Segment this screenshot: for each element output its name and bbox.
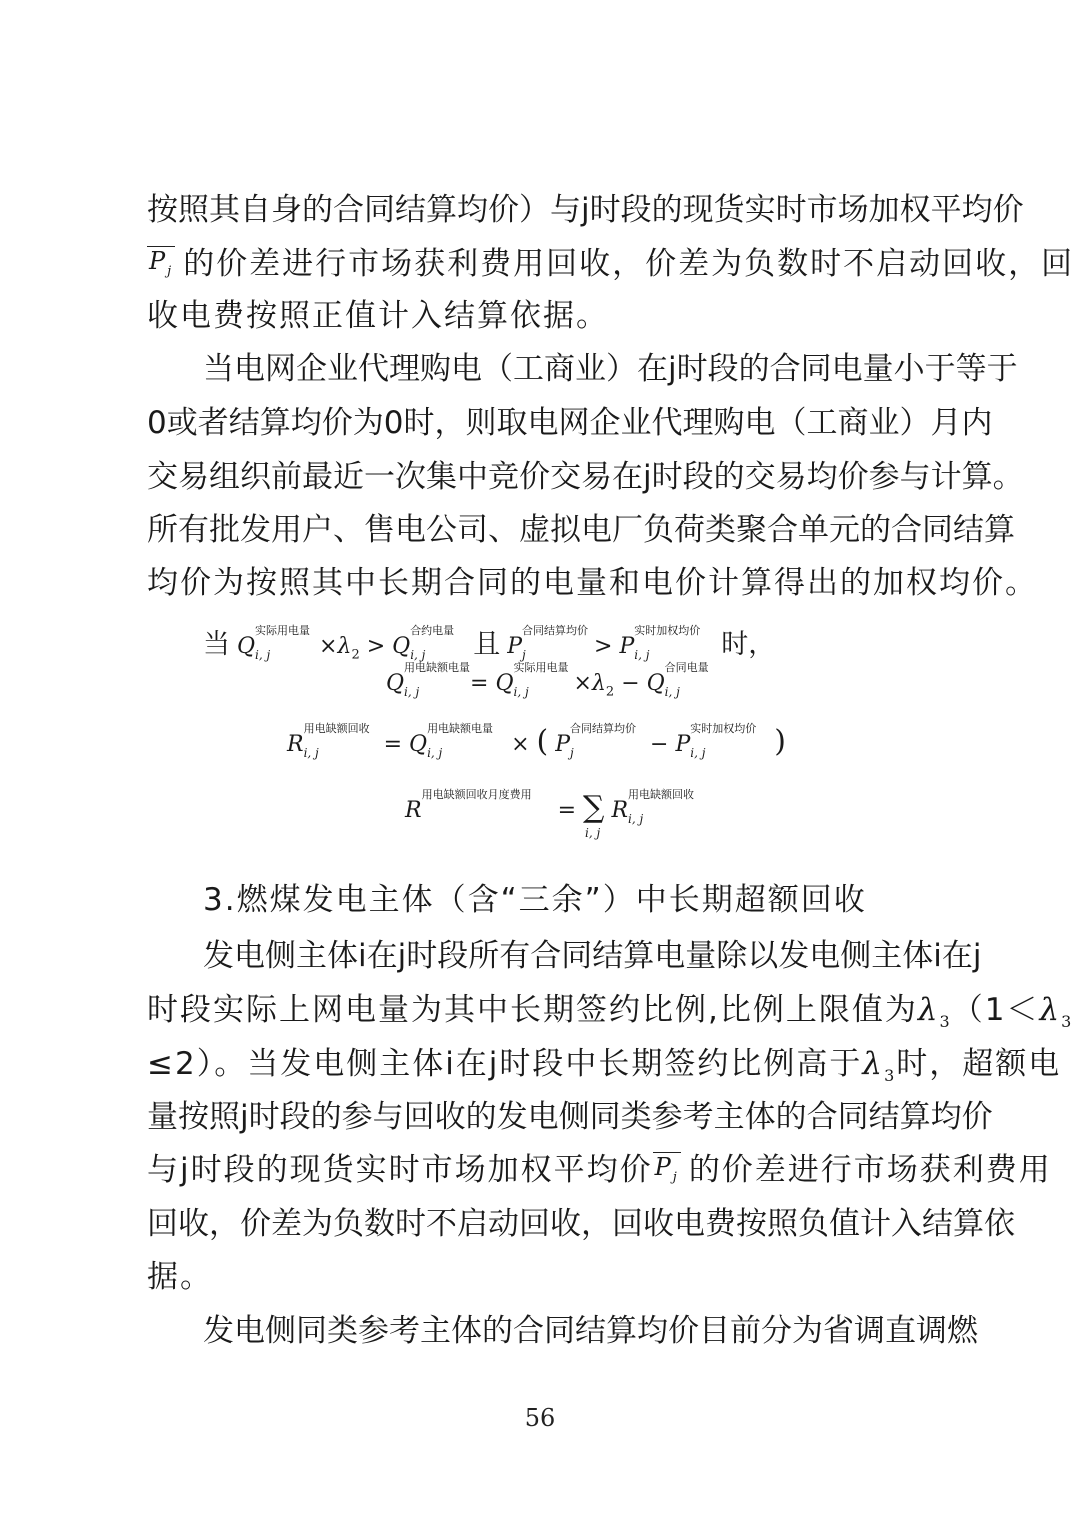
formula-shortfall-quantity: Q 用电缺额电量 i, j = Q 实际用电量 i, j $\times\lambda_2 - Q$ 合同电量 i, j <box>386 661 709 700</box>
page-number: 56 <box>524 1404 556 1432</box>
paragraph2-line2: 0或者结算均价为0时，则取电网企业代理购电（工商业）月内 <box>147 405 993 441</box>
formula-condition: 当 Q 实际用电量 i, j $\times\lambda_2 > Q$ 合约电量 i, j 且 P 合同结算均价 j > P 实时加权均价 i, j 时， <box>203 624 776 663</box>
paragraph1-line1: 按照其自身的合同结算均价）与j时段的现货实时市场加权平均价 <box>147 192 1024 228</box>
section3-line3: ≤2）。当发电侧主体i在j时段中长期签约比例高于$\lambda_3$时，超额电 <box>147 1046 1062 1086</box>
section3-line5: 与j时段的现货实时市场加权平均价$P_j$ 的价差进行市场获利费用 <box>147 1150 947 1191</box>
paragraph1-line2-text: 的价差进行市场获利费用回收，价差为负数时不启动回收，回 <box>183 246 1075 282</box>
section3-line8: 发电侧同类参考主体的合同结算均价目前分为省调直调燃 <box>203 1313 978 1349</box>
formula-shortfall-recovery: R 用电缺额回收 i, j = Q 用电缺额电量 i, j × ( P 合同结算均价 j − P 实时加权均价 i, j ) <box>287 722 786 760</box>
paragraph1-line3: 收电费按照正值计入结算依据。 <box>147 298 609 334</box>
formula-monthly-fee: R 用电缺额回收月度费用 = ∑ i, j R 用电缺额回收 i, j <box>405 788 695 840</box>
paragraph2-line1: 当电网企业代理购电（工商业）在j时段的合同电量小于等于 <box>203 351 1018 387</box>
paragraph1-line2 <box>147 244 1075 285</box>
paragraph2-line4: 所有批发用户、售电公司、虚拟电厂负荷类聚合单元的合同结算 <box>147 512 1015 548</box>
section3-line2: 时段实际上网电量为其中长期签约比例,比例上限值为$\lambda_3(1<\lambda_3$ <box>147 992 1074 1032</box>
section3-line4: 量按照j时段的参与回收的发电侧同类参考主体的合同结算均价 <box>147 1099 993 1135</box>
paragraph2-line3: 交易组织前最近一次集中竞价交易在j时段的交易均价参与计算。 <box>147 459 1024 495</box>
avg-price-symbol: $P_j$ <box>147 246 175 286</box>
section3-line6: 回收，价差为负数时不启动回收，回收电费按照负值计入结算依 <box>147 1206 1015 1242</box>
paragraph2-line5: 均价为按照其中长期合同的电量和电价计算得出的加权均价。 <box>147 565 1038 601</box>
avg-price-symbol: $P_j$ <box>653 1152 681 1192</box>
section3-heading: 3.燃煤发电主体（含“三余”）中长期超额回收 <box>203 882 867 918</box>
section3-line7: 据。 <box>147 1259 213 1295</box>
section3-line1: 发电侧主体i在j时段所有合同结算电量除以发电侧主体i在j <box>203 938 982 974</box>
